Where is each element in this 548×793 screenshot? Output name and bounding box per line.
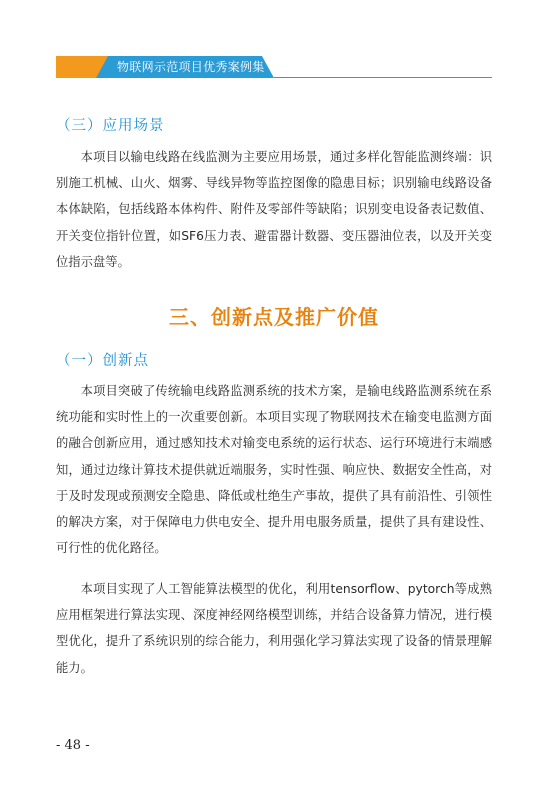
chapter-heading: 三、创新点及推广价值 — [169, 305, 379, 329]
paragraph-innovation-2: 本项目实现了人工智能算法模型的优化，利用tensorflow、pytorch等成熟应用框架进行算法实现、深度神经网络模型训练，并结合设备算力情况，进行模型优化，提升了系统识别的综合能力，利用强化学习算法实现了设备的情景理解能力。 — [56, 582, 492, 675]
paragraph-application: 本项目以输电线路在线监测为主要应用场景，通过多样化智能监测终端：识别施工机械、山火、烟雾、导线异物等监控图像的隐患目标；识别输电线路设备本体缺陷，包括线路本体构件、附件及零部件等缺陷；识别变电设备表记数值、开关变位指针位置，如SF6压力表、避雷器计数器、变压器油位表，以及开关变位指示盘等。 — [56, 150, 492, 269]
page-header — [0, 56, 548, 78]
paragraph-innovation-1: 本项目突破了传统输电线路监测系统的技术方案，是输电线路监测系统在系统功能和实时性上的一次重要创新。本项目实现了物联网技术在输变电监测方面的融合创新应用，通过感知技术对输变电系统的运行状态、运行环境进行末端感知，通过边缘计算技术提供就近端服务，实时性强、响应快、数据安全性高，对于及时发现或预测安全隐患、降低或杜绝生产事故，提供了具有前沿性、引领性的解决方案，对于保障电力供电安全、提升用电服务质量，提供了具有建设性、可行性的优化路径。 — [56, 384, 492, 556]
section-heading-innovation: （一）创新点 — [56, 353, 149, 369]
header-title: 物联网示范项目优秀案例集 — [117, 60, 265, 74]
page-number: - 48 - — [56, 738, 90, 753]
header-rule — [274, 77, 492, 78]
section-heading-application: （三）应用场景 — [56, 118, 165, 134]
